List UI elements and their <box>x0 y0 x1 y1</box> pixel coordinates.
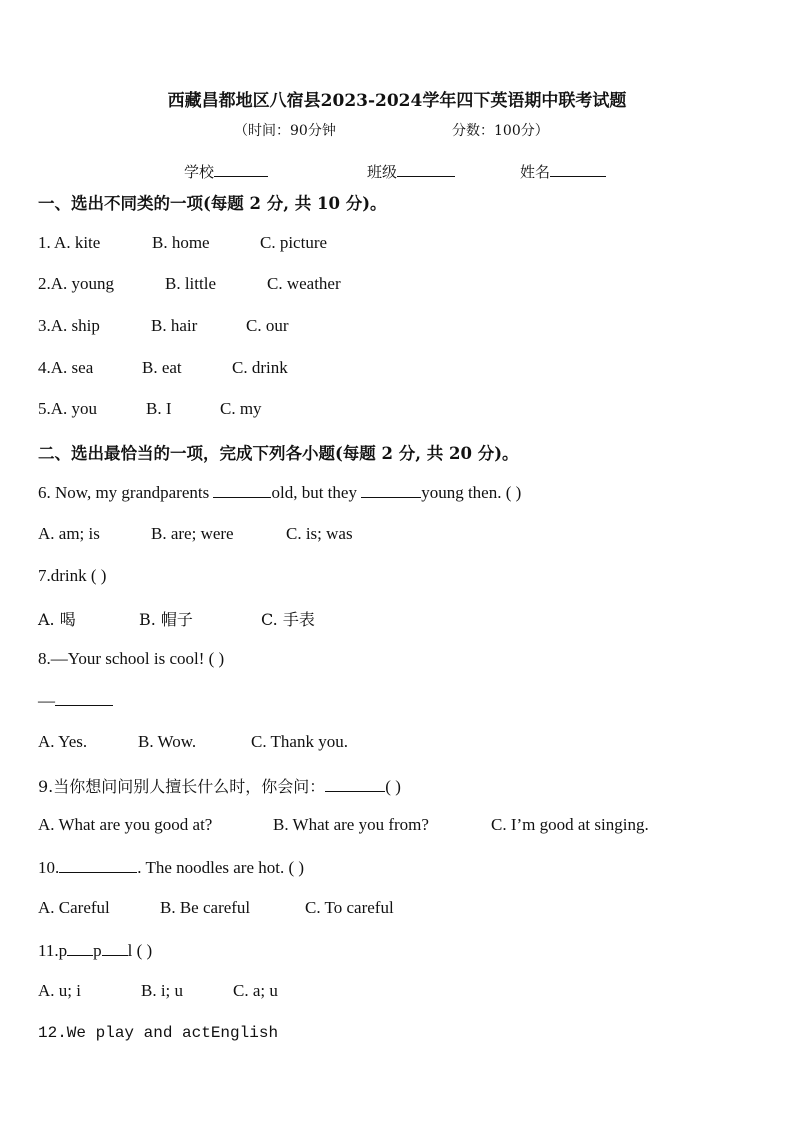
q6-option-a: A. am; is <box>38 524 100 543</box>
q3-option-c: C. our <box>246 316 289 335</box>
q7-stem-text: 7.drink ( ) <box>38 566 107 585</box>
q6-text-part2: old, but they <box>271 483 362 502</box>
q2-option-b: B. little <box>165 274 216 293</box>
name-field <box>520 161 606 182</box>
question-9-stem <box>38 774 401 797</box>
q11-blank-1[interactable] <box>67 940 93 956</box>
q8-option-c: C. Thank you. <box>251 732 348 751</box>
q11-blank-2[interactable] <box>102 940 128 956</box>
q11-option-a: A. u; i <box>38 981 81 1000</box>
q7-option-a: A. 喝 <box>38 610 76 629</box>
class-label: 班级 <box>367 163 398 181</box>
q6-option-b: B. are; were <box>151 524 234 543</box>
q1-option-b: B. home <box>152 233 210 252</box>
question-11-stem <box>38 940 152 961</box>
q10-option-c: C. To careful <box>305 898 394 917</box>
q9-stem-text: 9.当你想问问别人擅长什么时，你会问： <box>38 777 326 796</box>
q11-option-c: C. a; u <box>233 981 278 1000</box>
exam-score: 分数：100分） <box>452 123 549 139</box>
q11-option-b: B. i; u <box>141 981 184 1000</box>
section-1-heading: 一、选出不同类的一项(每题 2 分, 共 10 分)。 <box>38 194 387 213</box>
exam-title: 西藏昌都地区八宿县2023-2024学年四下英语期中联考试题 <box>167 91 627 111</box>
question-8-answer-line <box>38 690 113 711</box>
q6-text-part3: young then. ( ) <box>421 483 522 502</box>
q6-option-c: C. is; was <box>286 524 353 543</box>
q9-option-c: C. I’m good at singing. <box>491 815 649 834</box>
q10-text: . The noodles are hot. ( ) <box>137 858 305 877</box>
q4-option-b: B. eat <box>142 358 182 377</box>
section-2-heading: 二、选出最恰当的一项，完成下列各小题(每题 2 分, 共 20 分)。 <box>38 444 519 463</box>
q2-option-a: 2.A. young <box>38 274 115 293</box>
q11-part2: p <box>93 941 102 960</box>
question-10-stem <box>38 857 304 878</box>
exam-time: （时间：90分钟 <box>234 123 336 139</box>
question-6-stem <box>38 482 521 503</box>
q10-number: 10. <box>38 858 60 877</box>
q8-blank[interactable] <box>55 690 113 706</box>
q7-option-c: C. 手表 <box>261 610 315 629</box>
q8-option-a: A. Yes. <box>38 732 88 751</box>
name-blank[interactable] <box>550 162 606 177</box>
q10-option-b: B. Be careful <box>160 898 251 917</box>
q10-blank[interactable] <box>59 857 137 873</box>
q8-dash: — <box>38 691 55 710</box>
q9-option-a: A. What are you good at? <box>38 815 213 834</box>
q4-option-c: C. drink <box>232 358 288 377</box>
q9-option-b: B. What are you from? <box>273 815 429 834</box>
q6-blank-2[interactable] <box>361 482 421 498</box>
q2-option-c: C. weather <box>267 274 341 293</box>
q3-option-a: 3.A. ship <box>38 316 100 335</box>
q11-part1: 11.p <box>38 941 68 960</box>
q5-option-a: 5.A. you <box>38 399 98 418</box>
q10-option-a: A. Careful <box>38 898 110 917</box>
q5-option-c: C. my <box>220 399 262 418</box>
q12-stem-text: 12.We play and actEnglish <box>38 1024 279 1042</box>
school-blank[interactable] <box>214 162 268 177</box>
q1-option-a: 1. A. kite <box>38 233 101 252</box>
school-field <box>184 161 268 182</box>
q9-paren: ( ) <box>385 777 401 796</box>
name-label: 姓名 <box>520 163 551 181</box>
q6-text-part1: 6. Now, my grandparents <box>38 483 214 502</box>
q11-part3: l ( ) <box>127 941 153 960</box>
class-blank[interactable] <box>397 162 455 177</box>
q6-blank-1[interactable] <box>213 482 271 498</box>
school-label: 学校 <box>184 163 215 181</box>
q3-option-b: B. hair <box>151 316 198 335</box>
q7-option-b: B. 帽子 <box>139 610 193 629</box>
q8-option-b: B. Wow. <box>138 732 197 751</box>
q1-option-c: C. picture <box>260 233 328 252</box>
q5-option-b: B. I <box>146 399 172 418</box>
q9-blank[interactable] <box>325 776 385 792</box>
q8-stem-text: 8.—Your school is cool! ( ) <box>38 649 225 668</box>
class-field <box>367 161 455 182</box>
q4-option-a: 4.A. sea <box>38 358 94 377</box>
